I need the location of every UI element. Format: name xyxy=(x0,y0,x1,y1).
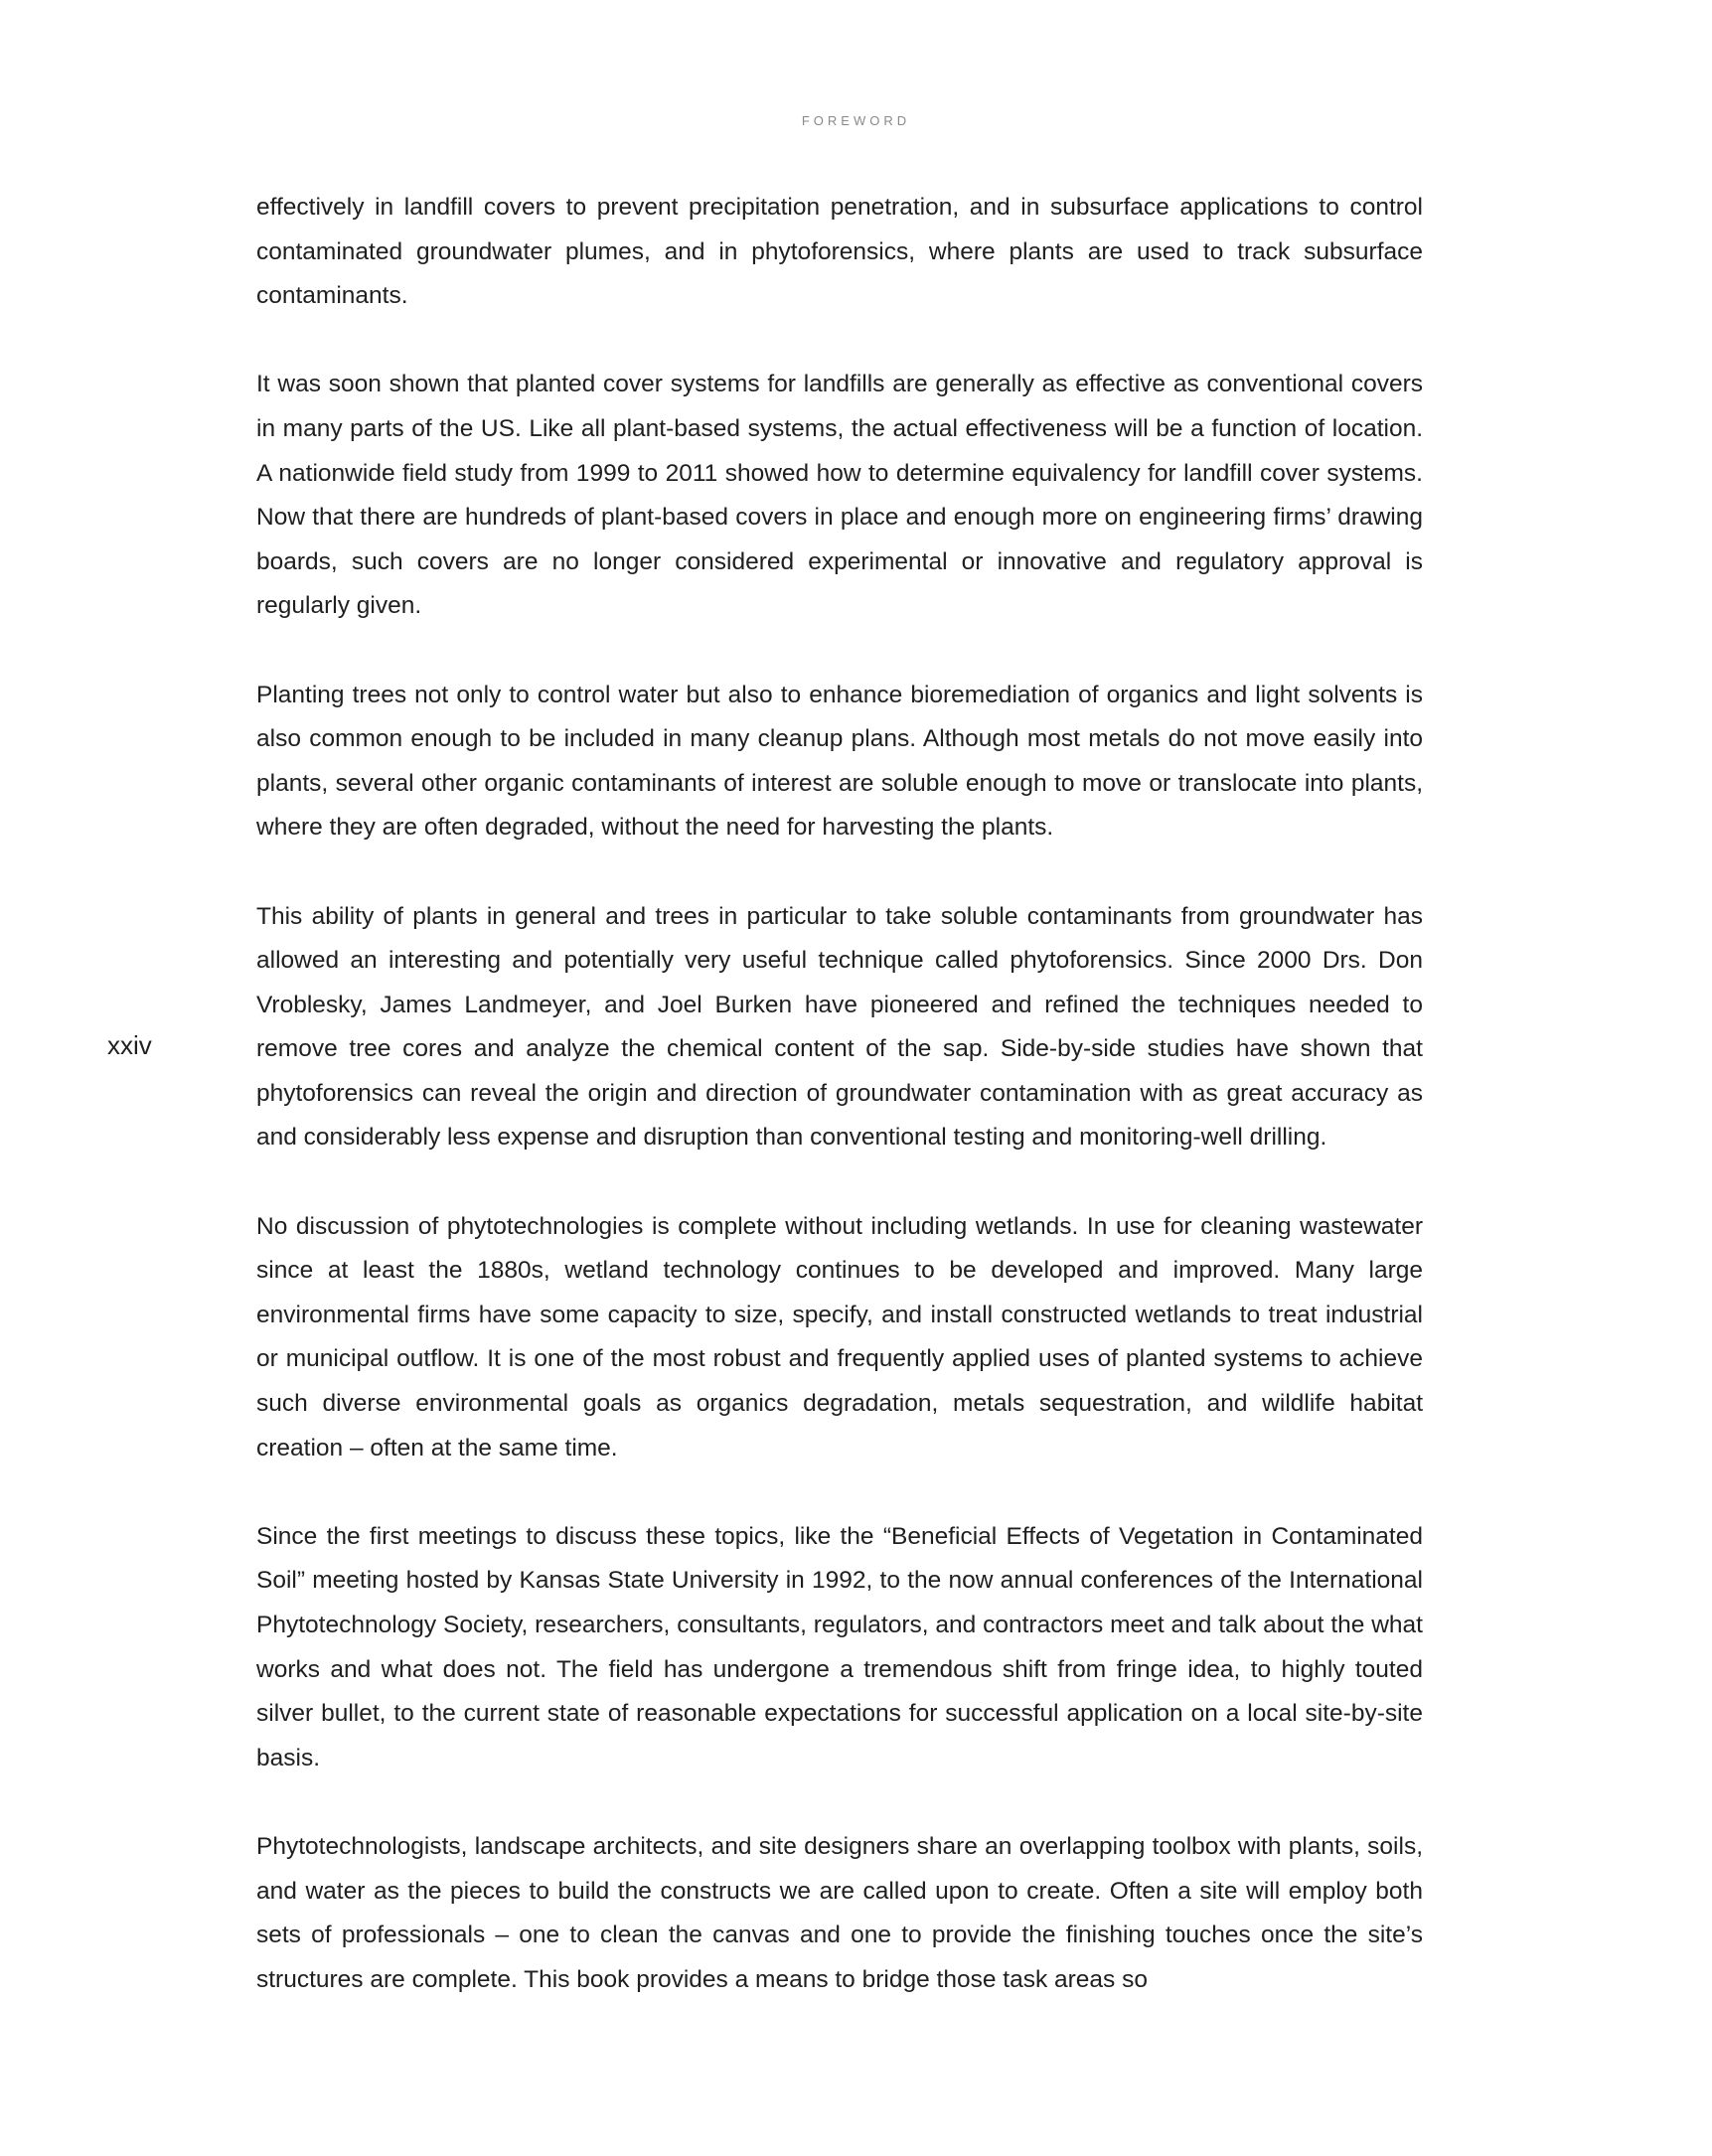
paragraph-1: effectively in landfill covers to prevent precipitation penetration, and in subsurface applications to control contaminated groundwater plumes, and in phytoforensics, where plants are used to track subsurface contaminants. xyxy=(256,194,1423,310)
running-head: FOREWORD xyxy=(801,113,911,128)
body-text xyxy=(256,186,1423,2002)
page-number: xxiv xyxy=(107,1030,152,1060)
paragraph-3: Planting trees not only to control water but also to enhance bioremediation of organics and light solvents is also common enough to be included in many cleanup plans. Although most metals do not move easily into plants, several other organic contaminants of interest are soluble enough to move or translocate into plants, where they are often degraded, without the need for harvesting the plants. xyxy=(256,681,1423,842)
paragraph-2: It was soon shown that planted cover systems for landfills are generally as effective as conventional covers in many parts of the US. Like all plant-based systems, the actual effectiveness will be a function of location. A nationwide field study from 1999 to 2011 showed how to determine equivalency for landfill cover systems. Now that there are hundreds of plant-based covers in place and enough more on engineering firms’ drawing boards, such covers are no longer considered experimental or innovative and regulatory approval is regularly given. xyxy=(256,371,1423,620)
paragraph-7: Phytotechnologists, landscape architects, and site designers share an overlapping toolbox with plants, soils, and water as the pieces to build the constructs we are called upon to create. Often a site will employ both sets of professionals – one to clean the canvas and one to provide the finishing touches once the site’s structures are complete. This book provides a means to bridge those task areas so xyxy=(256,1832,1423,1993)
paragraph-4: This ability of plants in general and trees in particular to take soluble contaminants from groundwater has allowed an interesting and potentially very useful technique called phytoforensics. Since 2000 Drs. Don Vroblesky, James Landmeyer, and Joel Burken have pioneered and refined the techniques needed to remove tree cores and analyze the chemical content of the sap. Side-by-side studies have shown that phytoforensics can reveal the origin and direction of groundwater contamination with as great accuracy as and considerably less expense and disruption than conventional testing and monitoring-well drilling. xyxy=(256,902,1423,1152)
paragraph-5: No discussion of phytotechnologies is complete without including wetlands. In use for cleaning wastewater since at least the 1880s, wetland technology continues to be developed and improved. Many large environmental firms have some capacity to size, specify, and install constructed wetlands to treat industrial or municipal outflow. It is one of the most robust and frequently applied uses of planted systems to achieve such diverse environmental goals as organics degradation, metals sequestration, and wildlife habitat creation – often at the same time. xyxy=(256,1212,1423,1462)
paragraph-6: Since the first meetings to discuss these topics, like the “Beneficial Effects of Vegetation in Contaminated Soil” meeting hosted by Kansas State University in 1992, to the now annual conferences of the International Phytotechnology Society, researchers, consultants, regulators, and contractors meet and talk about the what works and what does not. The field has undergone a tremendous shift from fringe idea, to highly touted silver bullet, to the current state of reasonable expectations for successful application on a local site-by-site basis. xyxy=(256,1522,1423,1771)
